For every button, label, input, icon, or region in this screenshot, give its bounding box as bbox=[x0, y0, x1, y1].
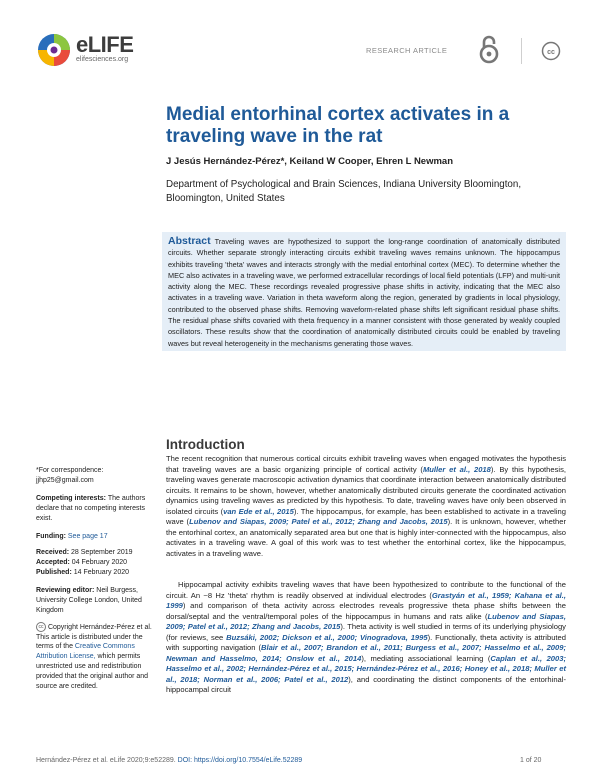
abstract-box bbox=[162, 232, 566, 351]
body-text: ). Functionally, theta activity is attributed with supporting navigation ( bbox=[166, 632, 566, 652]
header-divider bbox=[521, 38, 522, 64]
published-label: Published: bbox=[36, 568, 72, 576]
accepted-date: 04 February 2020 bbox=[71, 558, 128, 566]
funding-link[interactable]: See page 17 bbox=[67, 533, 108, 540]
body-text: Hippocampal activity exhibits traveling waves that have been hypothesized to contribute to the functional of the circuit. An ~8 Hz 'theta' rhythm is readily observed at individual electrodes ( bbox=[166, 580, 566, 600]
page-number: 1 of 20 bbox=[520, 757, 542, 764]
body-text: ). It is unknown, however, whether the entorhinal cortex, an anatomically separated area but one that is highly inter-connected with the hippocampus, also activates in a traveling wave. A goal of this work was to test whether the entorhinal cortex, like the hippocampus, activates in a traveling wave. bbox=[166, 517, 566, 558]
competing-text: The authors declare that no competing interests exist. bbox=[36, 495, 146, 522]
citation-link[interactable]: Caplan et al., 2003; Hasselmo et al., 2002; Hernández-Pérez et al., 2015; Hernández-Pérez et al., 2016; Honey et al., 2018; Muller et al., 2018; Norman et al., 2006; Patel et al., 2012 bbox=[166, 653, 566, 684]
citation-link[interactable]: Lubenov and Siapas, 2009; Patel et al., 2012; Zhang and Jacobs, 2015 bbox=[166, 611, 566, 631]
copyright bbox=[36, 622, 154, 691]
citation-link[interactable]: Lubenov and Siapas, 2009; Patel et al., 2012; Zhang and Jacobs, 2015 bbox=[189, 517, 448, 526]
svg-text:cc: cc bbox=[547, 49, 555, 56]
competing-label: Competing interests: bbox=[36, 495, 107, 502]
creative-commons-icon[interactable] bbox=[541, 41, 561, 61]
body-text: The recent recognition that numerous cortical circuits exhibit traveling waves when engaged motivates the hypothesis that traveling waves are a basic organizing principle of cortical activity ( bbox=[166, 454, 566, 474]
copyright-text-end: which permits unrestricted use and redistribution provided that the original author and source are credited. bbox=[36, 653, 149, 690]
affiliation: Department of Psychological and Brain Sciences, Indiana University Bloomington, Bloomington, United States bbox=[166, 179, 522, 204]
open-access-icon[interactable] bbox=[476, 35, 502, 65]
funding bbox=[36, 532, 154, 542]
body-text: ). Theta activity is well studied in terms of its underlying physiology (for reviews, see bbox=[166, 622, 566, 642]
published-date: 14 February 2020 bbox=[73, 568, 129, 576]
footer-citation-text: Hernández-Pérez et al. eLife 2020;9:e52289. bbox=[36, 757, 176, 764]
abstract-label: Abstract bbox=[168, 235, 211, 247]
logo-text: eLIFE bbox=[76, 32, 134, 57]
citation-link[interactable]: van Ede et al., 2015 bbox=[223, 506, 294, 516]
author-list[interactable]: J Jesús Hernández-Pérez*, Keiland W Cooper, Ehren L Newman bbox=[166, 156, 454, 167]
intro-paragraph-1 bbox=[166, 454, 566, 559]
copyright-text: Copyright Hernández-Pérez et al. This article is distributed under the terms of the bbox=[36, 623, 152, 651]
article-type: RESEARCH ARTICLE bbox=[366, 46, 448, 55]
intro-paragraph-2 bbox=[166, 580, 566, 696]
body-text: ). The hippocampus, for example, has been established to activate in a traveling wave ( bbox=[166, 506, 566, 526]
section-heading: Introduction bbox=[166, 437, 245, 452]
reviewing-label: Reviewing editor: bbox=[36, 587, 95, 594]
article-title: Medial entorhinal cortex activates in a traveling wave in the rat bbox=[166, 104, 510, 147]
cc-license-link[interactable]: Creative Commons Attribution License, bbox=[36, 643, 135, 661]
competing-interests bbox=[36, 494, 154, 523]
received-date: 28 September 2019 bbox=[71, 549, 133, 556]
citation-link[interactable]: Blair et al., 2007; Brandon et al., 2011; Burgess et al., 2007; Hasselmo et al., 2009; Newman and Hasselmo, 2014; Onslow et al., 2014 bbox=[166, 643, 566, 663]
abstract-text: Traveling waves are hypothesized to support the long-range coordination of anatomically distributed circuits. Whether separate strongly interacting circuits exhibit traveling waves remains unknown. The hippocampus exhibits traveling 'theta' waves and interacts strongly with the medial entorhinal cortex (MEC). To determine whether the MEC also activates in a traveling wave, we performed extracellular recordings of local field potentials (LFP) and multi-unit activity along the MEC. These recordings revealed progressive phase shifts in activity, indicating that the MEC also activates in a traveling wave. Variation in theta waveform along the region, generated by gradients in local physiology, contributed to the observed phase shifts. Removing waveform-related phase shifts left significant residual phase shifts. The residual phase shifts covaried with theta frequency in a manner consistent with those generated by weakly coupled oscillators. These results show that the coordination of anatomically distributed circuits could be enabled by traveling waves but reveal heterogeneity in the mechanisms generating those waves. bbox=[168, 237, 560, 348]
body-text: ), and coordinating the distinct components of the entorhinal-hippocampal circuit bbox=[166, 674, 566, 694]
body-text: ). By this hypothesis, traveling waves generate macroscopic activation dynamics that coordinate interaction between anatomically distributed circuits. It remains to be shown, however, whether anatomically distributed circuits generate the coordinated activation dynamics using traveling waves as predicted by this hypothesis. To date, traveling waves have only been observed in isolated circuits ( bbox=[166, 464, 566, 516]
footer-citation bbox=[36, 757, 302, 764]
citation-link[interactable]: Muller et al., 2018 bbox=[422, 464, 491, 474]
elife-logo-icon bbox=[34, 30, 74, 70]
correspondence bbox=[36, 466, 154, 486]
reviewing-editor bbox=[36, 586, 154, 615]
correspondence-label: *For correspondence: bbox=[36, 467, 104, 474]
copyright-cc-icon: cc bbox=[36, 622, 46, 632]
received-label: Received: bbox=[36, 549, 70, 556]
dates bbox=[36, 548, 154, 577]
correspondence-email[interactable]: jjhp25@gmail.com bbox=[36, 476, 94, 484]
body-text: ), mediating associational learning ( bbox=[361, 653, 491, 663]
doi-link[interactable]: DOI: https://doi.org/10.7554/eLife.52289 bbox=[177, 757, 303, 764]
funding-label: Funding: bbox=[36, 533, 66, 540]
citation-link[interactable]: Grastyán et al., 1959; Kahana et al., 1999 bbox=[166, 590, 566, 610]
accepted-label: Accepted: bbox=[36, 558, 70, 566]
logo-url[interactable]: elifesciences.org bbox=[76, 56, 129, 63]
citation-link[interactable]: Buzsáki, 2002; Dickson et al., 2000; Vinogradova, 1995 bbox=[226, 632, 428, 642]
body-text: ) and comparison of theta activity across electrodes reveals progressive theta phase shifts between the dorsal/septal and the ventral/temporal poles of the hippocampus in humans and rats alike ( bbox=[166, 601, 566, 621]
reviewing-text: Neil Burgess, University College London, United Kingdom bbox=[36, 587, 142, 614]
